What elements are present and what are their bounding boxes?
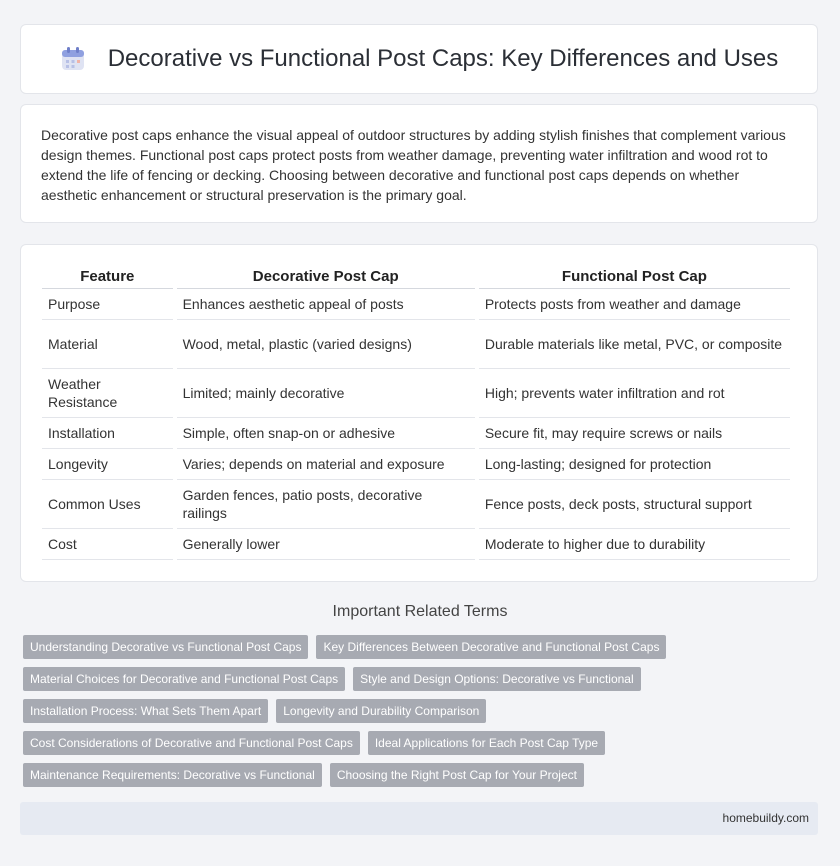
table-cell: Weather Resistance	[42, 369, 173, 418]
related-term-tag[interactable]: Material Choices for Decorative and Functional Post Caps	[23, 667, 345, 691]
comparison-section	[20, 244, 818, 582]
related-terms-list	[23, 635, 823, 795]
table-cell: High; prevents water infiltration and rot	[479, 369, 790, 418]
table-cell: Wood, metal, plastic (varied designs)	[177, 320, 475, 369]
table-cell: Protects posts from weather and damage	[479, 289, 790, 320]
intro-section	[20, 104, 818, 223]
table-row	[42, 320, 790, 369]
table-cell: Simple, often snap-on or adhesive	[177, 418, 475, 449]
table-header-row	[42, 265, 790, 289]
column-header-feature: Feature	[42, 265, 173, 289]
table-cell: Generally lower	[177, 529, 475, 560]
table-cell: Cost	[42, 529, 173, 560]
related-term-tag[interactable]: Style and Design Options: Decorative vs Functional	[353, 667, 640, 691]
comparison-table	[38, 265, 794, 560]
page-footer	[20, 802, 818, 835]
table-cell: Enhances aesthetic appeal of posts	[177, 289, 475, 320]
column-header-decorative: Decorative Post Cap	[177, 265, 475, 289]
related-term-tag[interactable]: Choosing the Right Post Cap for Your Project	[330, 763, 584, 787]
related-term-tag[interactable]: Installation Process: What Sets Them Apart	[23, 699, 268, 723]
related-terms-title: Important Related Terms	[332, 603, 508, 620]
page-title: Decorative vs Functional Post Caps: Key Differences and Uses	[107, 45, 779, 72]
table-cell: Fence posts, deck posts, structural support	[479, 480, 790, 529]
table-cell: Long-lasting; designed for protection	[479, 449, 790, 480]
intro-text: Decorative post caps enhance the visual appeal of outdoor structures by adding stylish finishes that complement various design themes. Functional post caps protect posts from weather damage, preventing water infiltration and wood rot to extend the life of fencing or decking. Choosing between decorative and functional post caps depends on whether aesthetic enhancement or structural preservation is the primary goal.	[41, 127, 786, 203]
table-cell: Material	[42, 320, 173, 369]
table-row	[42, 369, 790, 418]
footer-site-link[interactable]: homebuildy.com	[722, 811, 809, 825]
page-header	[20, 24, 818, 94]
related-term-tag[interactable]: Maintenance Requirements: Decorative vs Functional	[23, 763, 322, 787]
table-row	[42, 289, 790, 320]
table-row	[42, 480, 790, 529]
table-cell: Durable materials like metal, PVC, or composite	[479, 320, 790, 369]
related-term-tag[interactable]: Ideal Applications for Each Post Cap Type	[368, 731, 605, 755]
related-term-tag[interactable]: Cost Considerations of Decorative and Functional Post Caps	[23, 731, 360, 755]
calendar-icon	[60, 46, 86, 72]
table-cell: Installation	[42, 418, 173, 449]
table-cell: Varies; depends on material and exposure	[177, 449, 475, 480]
table-cell: Longevity	[42, 449, 173, 480]
related-term-tag[interactable]: Key Differences Between Decorative and Functional Post Caps	[316, 635, 666, 659]
table-cell: Limited; mainly decorative	[177, 369, 475, 418]
table-row	[42, 529, 790, 560]
table-cell: Purpose	[42, 289, 173, 320]
related-term-tag[interactable]: Longevity and Durability Comparison	[276, 699, 486, 723]
column-header-functional: Functional Post Cap	[479, 265, 790, 289]
table-cell: Secure fit, may require screws or nails	[479, 418, 790, 449]
table-cell: Garden fences, patio posts, decorative railings	[177, 480, 475, 529]
table-row	[42, 418, 790, 449]
table-cell: Common Uses	[42, 480, 173, 529]
table-cell: Moderate to higher due to durability	[479, 529, 790, 560]
table-row	[42, 449, 790, 480]
related-term-tag[interactable]: Understanding Decorative vs Functional Post Caps	[23, 635, 308, 659]
